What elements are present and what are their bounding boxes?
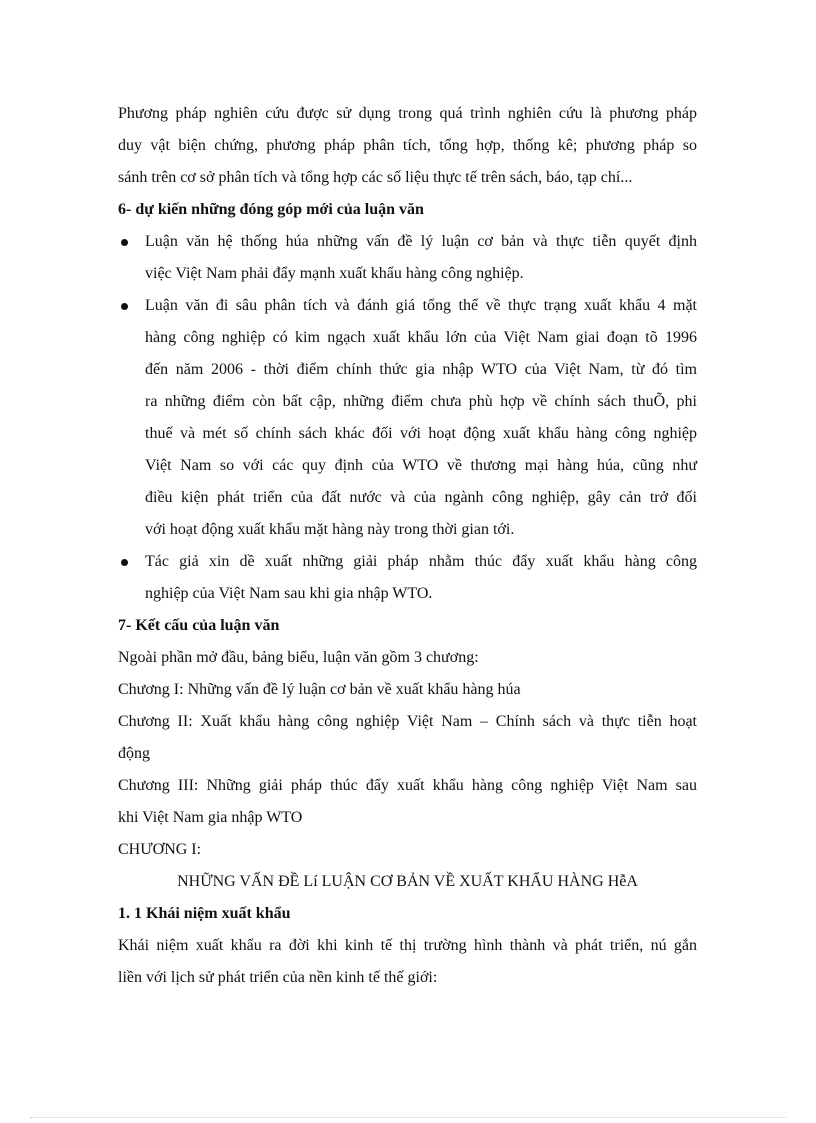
structure-line: khi Việt Nam gia nhập WTO xyxy=(118,809,303,826)
bullet-line: ra những điểm còn bất cập, những điểm chưa phù hợp về chính sách thuÕ, phi xyxy=(145,393,697,410)
structure-line: Chương II: Xuất khẩu hàng công nghiệp Việt Nam – Chính sách và thực tiễn hoạt xyxy=(118,713,697,730)
section-heading-7: 7- Kết cấu của luận văn xyxy=(118,617,280,634)
bullet-line: với hoạt động xuất khẩu mặt hàng này trong thời gian tới. xyxy=(145,521,515,538)
paragraph-line: Phương pháp nghiên cứu được sử dụng trong quá trình nghiên cứu là phương pháp xyxy=(118,105,697,122)
paragraph-line: sánh trên cơ sở phân tích và tổng hợp các số liệu thực tế trên sách, báo, tạp chí... xyxy=(118,169,633,186)
bullet-line: việc Việt Nam phải đẩy mạnh xuất khẩu hàng công nghiệp. xyxy=(145,265,524,282)
bullet-line: Việt Nam so với các quy định của WTO về thương mại hàng húa, cũng như xyxy=(145,457,697,474)
bullet-line: đến năm 2006 - thời điểm chính thức gia nhập WTO của Việt Nam, từ đó tìm xyxy=(145,361,697,378)
bullet-line: Tác giả xin dề xuất những giải pháp nhằm thúc đẩy xuất khẩu hàng công xyxy=(145,553,697,570)
bullet-icon xyxy=(121,559,128,566)
structure-line: động xyxy=(118,745,150,762)
bullet-line: thuế và mét số chính sách khác đối với hoạt động xuất khẩu hàng công nghiệp xyxy=(145,425,697,442)
bullet-icon xyxy=(121,303,128,310)
structure-line: Chương III: Những giải pháp thúc đẩy xuất khẩu hàng công nghiệp Việt Nam sau xyxy=(118,777,697,794)
bullet-line: Luận văn đi sâu phân tích và đánh giá tổng thể về thực trạng xuất khẩu 4 mặt xyxy=(145,297,697,314)
structure-line: Ngoài phần mở đầu, bảng biểu, luận văn gồm 3 chương: xyxy=(118,649,479,666)
section-heading-1-1: 1. 1 Khái niệm xuất khẩu xyxy=(118,905,291,922)
chapter-label: CHƯƠNG I: xyxy=(118,841,202,858)
concept-line: liền với lịch sử phát triển của nền kinh tế thế giới: xyxy=(118,969,438,986)
section-heading-6: 6- dự kiến những đóng góp mới của luận văn xyxy=(118,201,424,218)
concept-line: Khái niệm xuất khẩu ra đời khi kinh tế thị trường hình thành và phát triển, nú gắn xyxy=(118,937,697,954)
bullet-line: điều kiện phát triển của đất nước và của ngành công nghiệp, gây cản trở đối xyxy=(145,489,697,506)
structure-line: Chương I: Những vấn đề lý luận cơ bản về xuất khẩu hàng húa xyxy=(118,681,521,698)
chapter-title: NHỮNG VẤN ĐỀ Lí LUẬN CƠ BẢN VỀ XUẤT KHẨU HÀNG HễA xyxy=(177,873,638,890)
bullet-line: nghiệp của Việt Nam sau khi gia nhập WTO. xyxy=(145,585,433,602)
page-bottom-divider xyxy=(30,1117,786,1118)
bullet-icon xyxy=(121,239,128,246)
paragraph-line: duy vật biện chứng, phương pháp phân tích, tổng hợp, thống kê; phương pháp so xyxy=(118,137,697,154)
bullet-line: hàng công nghiệp có kim ngạch xuất khẩu lớn của Việt Nam giai đoạn tõ 1996 xyxy=(145,329,697,346)
bullet-line: Luận văn hệ thống húa những vấn đề lý luận cơ bản và thực tiễn quyết định xyxy=(145,233,697,250)
